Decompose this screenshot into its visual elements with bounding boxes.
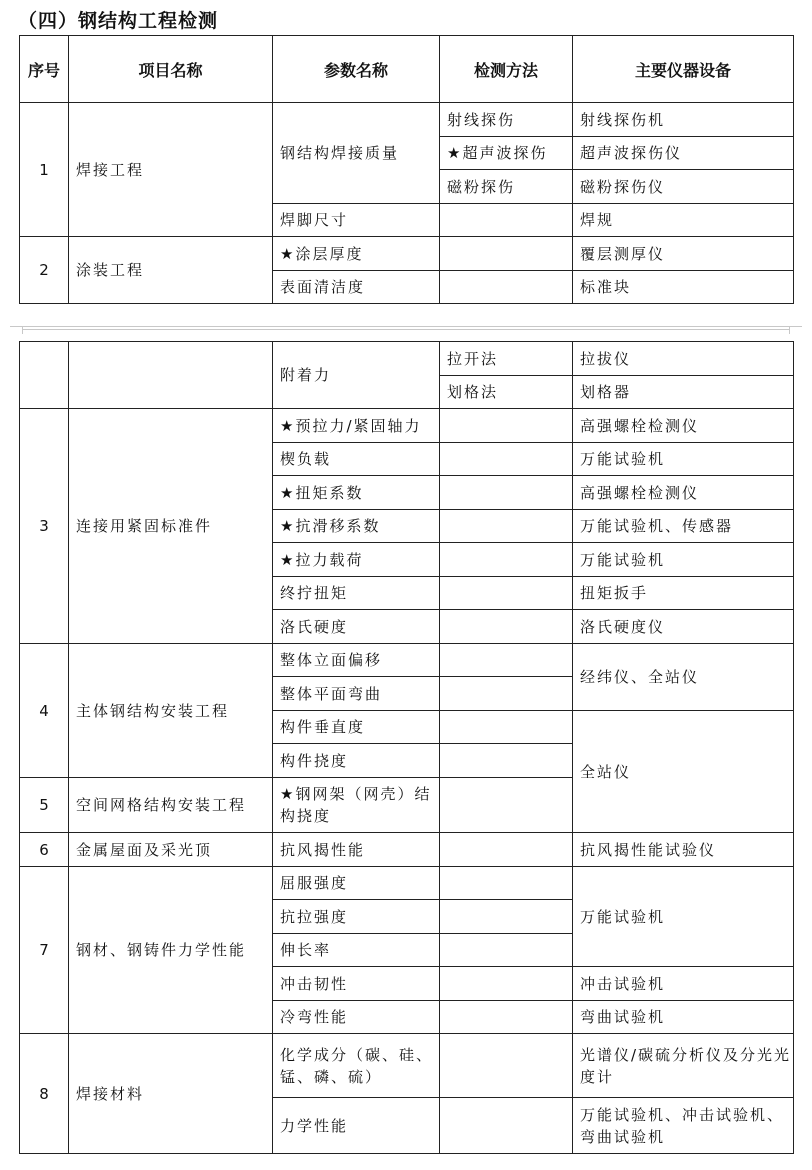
device: 焊规 [573,204,794,237]
table-row [20,237,794,271]
device: 抗风揭性能试验仪 [573,833,794,867]
table-header-row [20,36,794,103]
device: 覆层测厚仪 [573,237,794,271]
table-row [20,644,794,677]
param-name: ★拉力载荷 [273,543,440,577]
row-number: 6 [20,833,69,867]
method [440,1001,573,1034]
device: 标准块 [573,271,794,304]
item-name: 主体钢结构安装工程 [69,644,273,778]
method [440,577,573,610]
param-name: ★预拉力/紧固轴力 [273,409,440,443]
table-row [20,103,794,137]
param-name: 附着力 [273,342,440,409]
param-name: ★抗滑移系数 [273,510,440,543]
method [440,967,573,1001]
device: 射线探伤机 [573,103,794,137]
param-name: ★扭矩系数 [273,476,440,510]
page-break-separator [0,324,812,334]
device: 全站仪 [573,711,794,833]
param-name: 屈服强度 [273,867,440,900]
device: 经纬仪、全站仪 [573,644,794,711]
item-name: 焊接材料 [69,1034,273,1154]
param-name: 化学成分（碳、硅、锰、磷、硫） [273,1034,440,1098]
item-name: 钢材、钢铸件力学性能 [69,867,273,1034]
row-number: 7 [20,867,69,1034]
param-name: 冷弯性能 [273,1001,440,1034]
header-item: 项目名称 [69,36,273,103]
param-name: 洛氏硬度 [273,610,440,644]
method [440,1034,573,1098]
row-number: 2 [20,237,69,304]
device: 万能试验机、传感器 [573,510,794,543]
device: 划格器 [573,376,794,409]
header-device: 主要仪器设备 [573,36,794,103]
param-name: 钢结构焊接质量 [273,103,440,204]
device: 万能试验机、冲击试验机、弯曲试验机 [573,1098,794,1154]
method: 划格法 [440,376,573,409]
device: 拉拔仪 [573,342,794,376]
device: 磁粉探伤仪 [573,170,794,204]
table-row [20,409,794,443]
item-name: 空间网格结构安装工程 [69,778,273,833]
param-name: 楔负载 [273,443,440,476]
row-number [20,342,69,409]
method: 磁粉探伤 [440,170,573,204]
item-name: 金属屋面及采光顶 [69,833,273,867]
method [440,778,573,833]
device: 万能试验机 [573,543,794,577]
steel-structure-table-part-1 [19,35,794,304]
method [440,271,573,304]
method [440,900,573,934]
device: 高强螺栓检测仪 [573,409,794,443]
header-param: 参数名称 [273,36,440,103]
steel-structure-table-part-2 [19,341,794,1154]
method [440,443,573,476]
device: 万能试验机 [573,443,794,476]
item-name [69,342,273,409]
param-name: ★涂层厚度 [273,237,440,271]
param-name: 力学性能 [273,1098,440,1154]
section-title: （四）钢结构工程检测 [18,10,219,32]
device: 弯曲试验机 [573,1001,794,1034]
row-number: 4 [20,644,69,778]
method [440,644,573,677]
device: 光谱仪/碳硫分析仪及分光光度计 [573,1034,794,1098]
param-name: 终拧扭矩 [273,577,440,610]
method [440,476,573,510]
row-number: 8 [20,1034,69,1154]
param-name: 伸长率 [273,934,440,967]
method [440,934,573,967]
param-name: 表面清洁度 [273,271,440,304]
method [440,867,573,900]
method [440,744,573,778]
param-name: 构件垂直度 [273,711,440,744]
method [440,677,573,711]
table-row [20,342,794,376]
row-number: 5 [20,778,69,833]
param-name: 构件挠度 [273,744,440,778]
method [440,409,573,443]
param-name: 冲击韧性 [273,967,440,1001]
param-name: ★钢网架（网壳）结构挠度 [273,778,440,833]
item-name: 连接用紧固标准件 [69,409,273,644]
row-number: 3 [20,409,69,644]
method: ★超声波探伤 [440,137,573,170]
param-name: 抗风揭性能 [273,833,440,867]
device: 扭矩扳手 [573,577,794,610]
device: 洛氏硬度仪 [573,610,794,644]
table-row [20,833,794,867]
item-name: 焊接工程 [69,103,273,237]
method: 射线探伤 [440,103,573,137]
table-row [20,1034,794,1098]
method [440,510,573,543]
row-number: 1 [20,103,69,237]
device: 高强螺栓检测仪 [573,476,794,510]
param-name: 整体立面偏移 [273,644,440,677]
method [440,610,573,644]
header-method: 检测方法 [440,36,573,103]
param-name: 焊脚尺寸 [273,204,440,237]
method [440,543,573,577]
header-no: 序号 [20,36,69,103]
device: 冲击试验机 [573,967,794,1001]
device: 超声波探伤仪 [573,137,794,170]
item-name: 涂装工程 [69,237,273,304]
method [440,1098,573,1154]
table-row [20,867,794,900]
method [440,204,573,237]
device: 万能试验机 [573,867,794,967]
method [440,711,573,744]
param-name: 整体平面弯曲 [273,677,440,711]
method [440,237,573,271]
param-name: 抗拉强度 [273,900,440,934]
method: 拉开法 [440,342,573,376]
method [440,833,573,867]
